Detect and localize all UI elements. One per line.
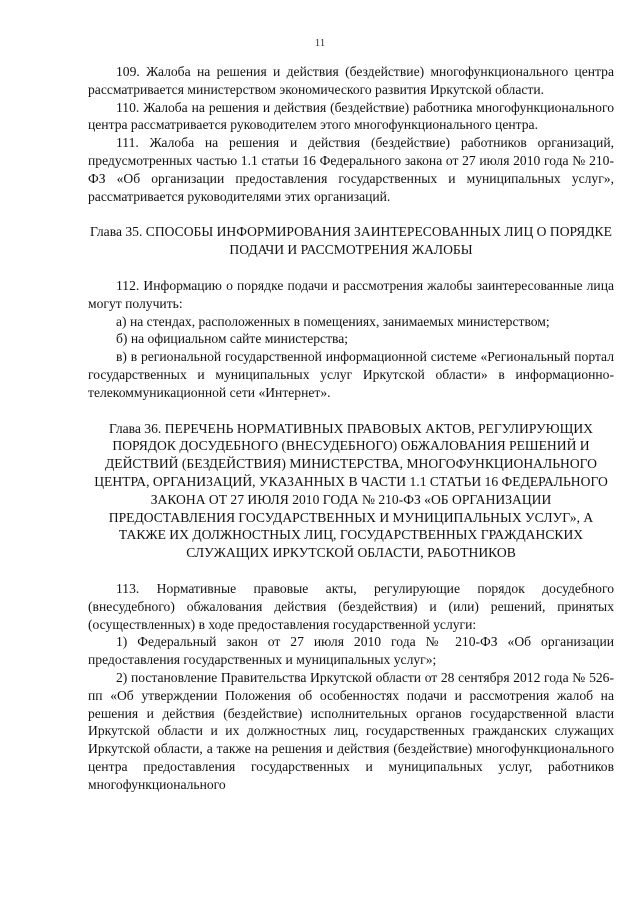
paragraph-113-1: 1) Федеральный закон от 27 июля 2010 года № 210-ФЗ «Об организации предоставления государственных и муниципальных услуг»; bbox=[88, 634, 614, 668]
paragraph-113-2: 2) постановление Правительства Иркутской области от 28 сентября 2012 года № 526-пп «Об утверждении Положения об особенностях подачи и рассмотрения жалоб на решения и действия (бездействие) исполнительных органов государственной власти Иркутской области и их должностных лиц, государственных гражданских служащих Иркутской области, а также на решения и действия (бездействие) многофункционального центра предоставления государственных и муниципальных услуг, работников многофункционального bbox=[88, 669, 614, 792]
page-number: 11 bbox=[314, 37, 326, 49]
document-body bbox=[88, 63, 614, 793]
paragraph-112-c: в) в региональной государственной информационной системе «Региональный портал государственных и муниципальных услуг Иркутской области» в информационно-телекоммуникационной сети «Интернет». bbox=[88, 349, 614, 400]
paragraph-111: 111. Жалоба на решения и действия (бездействие) работников организаций, предусмотренных частью 1.1 статьи 16 Федерального закона от 27 июля 2010 года № 210-ФЗ «Об организации предоставления государственных и муниципальных услуг», рассматривается руководителями этих организаций. bbox=[88, 135, 614, 204]
paragraph-113: 113. Нормативные правовые акты, регулирующие порядок досудебного (внесудебного) обжалования действия (бездействия) и (или) решений, принятых (осуществленных) в ходе предоставления государственной услуги: bbox=[88, 580, 614, 632]
paragraph-112-a: а) на стендах, расположенных в помещениях, занимаемых министерством; bbox=[116, 313, 550, 329]
chapter-35-heading: Глава 35. СПОСОБЫ ИНФОРМИРОВАНИЯ ЗАИНТЕРЕСОВАННЫХ ЛИЦ О ПОРЯДКЕ ПОДАЧИ И РАССМОТРЕНИЯ ЖАЛОБЫ bbox=[90, 224, 612, 258]
paragraph-112-b: б) на официальном сайте министерства; bbox=[116, 331, 349, 347]
paragraph-109: 109. Жалоба на решения и действия (бездействие) многофункционального центра рассматривается министерством экономического развития Иркутской области. bbox=[88, 64, 614, 97]
paragraph-110: 110. Жалоба на решения и действия (бездействие) работника многофункционального центра рассматривается руководителем этого многофункционального центра. bbox=[88, 99, 614, 133]
paragraph-112: 112. Информацию о порядке подачи и рассмотрения жалобы заинтересованные лица могут получить: bbox=[88, 277, 614, 311]
chapter-36-heading: Глава 36. ПЕРЕЧЕНЬ НОРМАТИВНЫХ ПРАВОВЫХ АКТОВ, РЕГУЛИРУЮЩИХ ПОРЯДОК ДОСУДЕБНОГО (ВНЕСУДЕБНОГО) ОБЖАЛОВАНИЯ РЕШЕНИЙ И ДЕЙСТВИЙ (БЕЗДЕЙСТВИЯ) МИНИСТЕРСТВА, МНОГОФУНКЦИОНАЛЬНОГО ЦЕНТРА, ОРГАНИЗАЦИЙ, УКАЗАННЫХ В ЧАСТИ 1.1 СТАТЬИ 16 ФЕДЕРАЛЬНОГО ЗАКОНА ОТ 27 ИЮЛЯ 2010 ГОДА № 210-ФЗ «ОБ ОРГАНИЗАЦИИ ПРЕДОСТАВЛЕНИЯ ГОСУДАРСТВЕННЫХ И МУНИЦИПАЛЬНЫХ УСЛУГ», А ТАКЖЕ ИХ ДОЛЖНОСТНЫХ ЛИЦ, ГОСУДАРСТВЕННЫХ ГРАЖДАНСКИХ СЛУЖАЩИХ ИРКУТСКОЙ ОБЛАСТИ, РАБОТНИКОВ bbox=[94, 420, 608, 561]
